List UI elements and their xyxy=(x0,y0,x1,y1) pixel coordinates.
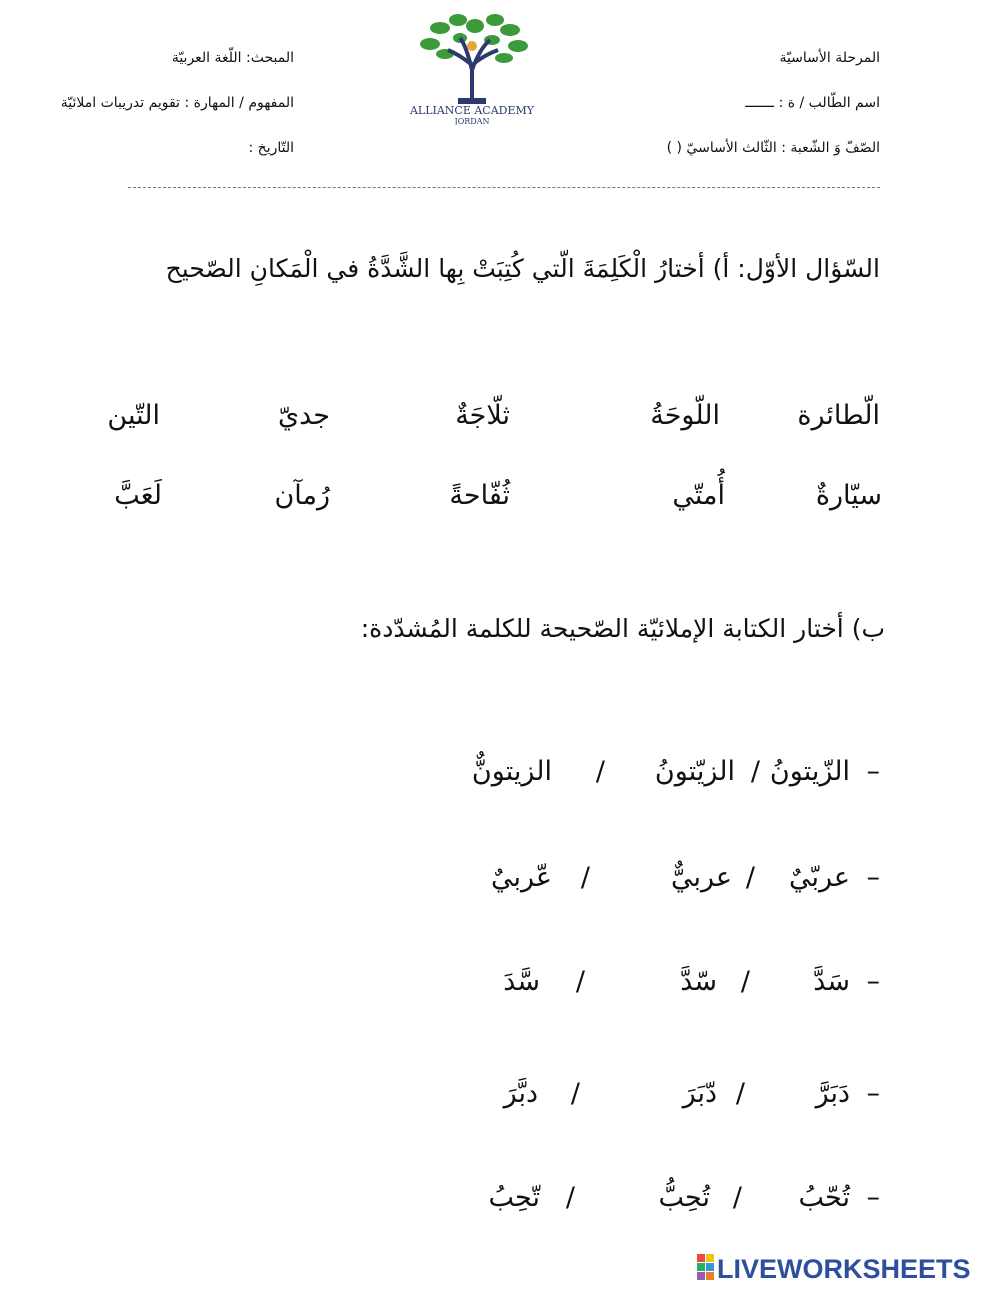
separator: / xyxy=(750,756,760,787)
word-option[interactable]: ثُفّاحةً xyxy=(449,480,510,511)
word-option[interactable]: التّين xyxy=(107,400,160,431)
word-option[interactable]: جديّ xyxy=(278,400,330,431)
row-dash: – xyxy=(866,1078,880,1109)
separator: / xyxy=(595,756,605,787)
word-option[interactable]: أُمتّي xyxy=(672,480,725,511)
separator: / xyxy=(732,1182,742,1213)
row-dash: – xyxy=(866,756,880,787)
word-option[interactable]: اللّوحَةُ xyxy=(650,400,720,431)
row-dash: – xyxy=(866,966,880,997)
word-option[interactable]: لَعَبَّ xyxy=(114,480,162,511)
brand-text: LIVEWORKSHEETS xyxy=(717,1254,971,1284)
separator: / xyxy=(740,966,750,997)
choice[interactable]: الزّيتونُ xyxy=(769,756,850,787)
choice[interactable]: دّبَرَ xyxy=(682,1078,717,1109)
divider xyxy=(128,187,880,188)
separator: / xyxy=(745,862,755,893)
choice[interactable]: الزيّتونُ xyxy=(654,756,735,787)
row-dash: – xyxy=(866,1182,880,1213)
separator: / xyxy=(735,1078,745,1109)
choice[interactable]: عّربيٌ xyxy=(490,862,552,893)
choice[interactable]: عربيٌّ xyxy=(670,862,732,893)
student-name-field: اسم الطّالب / ة : ـــــــ xyxy=(745,95,880,111)
logo-text: ALLIANCE ACADEMY xyxy=(409,104,535,117)
logo-subtext: JORDAN xyxy=(454,117,490,125)
separator: / xyxy=(580,862,590,893)
choice[interactable]: الزيتونٌّ xyxy=(471,756,552,787)
choice[interactable]: سَّدَ xyxy=(503,966,540,997)
choice[interactable]: دبَّرَ xyxy=(503,1078,538,1109)
word-option[interactable]: ثلّاجَةٌ xyxy=(455,400,510,431)
separator: / xyxy=(565,1182,575,1213)
question1b-title: ب) أختار الكتابة الإملائيّة الصّحيحة للكلمة المُشدّدة: xyxy=(360,614,885,643)
question1-title: السّؤال الأوّل: أ) أختارُ الْكَلِمَةَ الّتي كُتِبَتْ بِها الشَّدَّةُ في الْمَكانِ الصّحيح xyxy=(165,254,880,283)
concept-label: المفهوم / المهارة : تقويم تدريبات املائيّة xyxy=(60,95,294,111)
choice[interactable]: دَبَرَّ xyxy=(815,1078,850,1109)
choice[interactable]: سَدَّ xyxy=(813,966,850,997)
separator: / xyxy=(570,1078,580,1109)
class-label: الصّفّ وَ الشّعبة : الثّالث الأساسيّ ( ) xyxy=(666,140,880,156)
liveworksheets-logo[interactable] xyxy=(697,1252,993,1284)
word-option[interactable]: الّطائرة xyxy=(797,400,880,431)
choice[interactable]: تّحِبُ xyxy=(488,1182,540,1213)
word-option[interactable]: رُمآن xyxy=(274,480,330,511)
subject-label: المبحث: اللّغة العربيّة xyxy=(171,50,294,66)
word-option[interactable]: سيّارةٌ xyxy=(815,480,882,511)
choice[interactable]: تُحّبُ xyxy=(798,1182,850,1213)
choice[interactable]: تُحِبُّ xyxy=(658,1182,710,1213)
date-label: التّاريخ : xyxy=(248,140,294,156)
school-logo xyxy=(400,10,545,125)
separator: / xyxy=(575,966,585,997)
choice[interactable]: عربّيٌ xyxy=(788,862,850,893)
choice[interactable]: سّدَّ xyxy=(680,966,717,997)
stage-label: المرحلة الأساسيّة xyxy=(779,50,880,66)
row-dash: – xyxy=(866,862,880,893)
